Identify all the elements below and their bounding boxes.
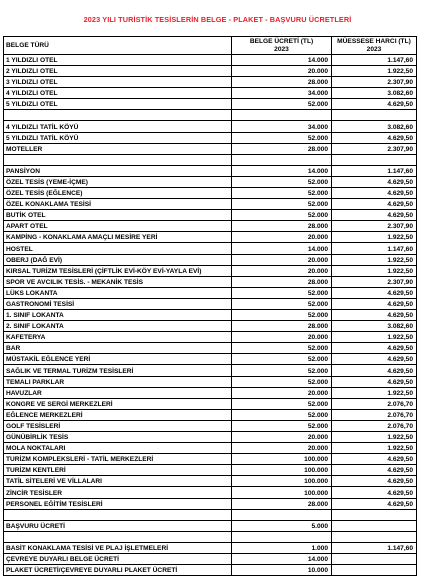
table-row [4,498,417,509]
group-facilities [4,165,417,509]
table-row [4,176,417,187]
certificate-fee-cell: 20.000 [232,265,332,276]
admin-fee-cell: 2.076,70 [332,398,417,409]
fee-type-cell: KIRSAL TURİZM TESİSLERİ (ÇİFTLİK EVİ-KÖY EVİ-YAYLA EVİ) [4,265,232,276]
gap-2 [4,154,417,165]
table-row [4,476,417,487]
table-row [4,221,417,232]
fee-type-cell: 5 YILDIZLI TATİL KÖYÜ [4,132,232,143]
fee-type-cell: 4 YILDIZLI OTEL [4,88,232,99]
admin-fee-cell: 1.147,60 [332,542,417,553]
fee-type-cell: APART OTEL [4,221,232,232]
fee-type-cell: ÖZEL KONAKLAMA TESİSİ [4,199,232,210]
fee-type-cell: 3 YILDIZLI OTEL [4,77,232,88]
certificate-fee-cell: 52.000 [232,398,332,409]
table-row [4,420,417,431]
admin-fee-cell: 4.629,50 [332,210,417,221]
fee-type-cell: TATİL SİTELERİ VE VİLLALARI [4,476,232,487]
admin-fee-cell: 4.629,50 [332,476,417,487]
header-fee-year: 2023 [274,45,289,53]
certificate-fee-cell: 1.000 [232,542,332,553]
table-row [4,121,417,132]
fee-type-cell: 4 YILDIZLI TATİL KÖYÜ [4,121,232,132]
table-row [4,553,417,564]
fee-type-cell: OBERJ (DAĞ EVİ) [4,254,232,265]
fee-type-cell: BASİT KONAKLAMA TESİSİ VE PLAJ İŞLETMELERİ [4,542,232,553]
admin-fee-cell: 1.922,50 [332,232,417,243]
admin-fee-cell: 4.629,50 [332,176,417,187]
certificate-fee-cell: 100.000 [232,465,332,476]
admin-fee-cell: 1.147,60 [332,165,417,176]
certificate-fee-cell: 100.000 [232,487,332,498]
fee-type-cell: HOSTEL [4,243,232,254]
certificate-fee-cell: 52.000 [232,354,332,365]
gap-3 [4,509,417,520]
fee-type-cell: TURİZM KENTLERİ [4,465,232,476]
admin-fee-cell: 1.922,50 [332,254,417,265]
table-row [4,254,417,265]
certificate-fee-cell: 52.000 [232,199,332,210]
fee-type-cell: 1 YILDIZLI OTEL [4,55,232,66]
certificate-fee-cell: 52.000 [232,298,332,309]
admin-fee-cell: 3.082,60 [332,121,417,132]
certificate-fee-cell: 52.000 [232,176,332,187]
fee-type-cell: EĞLENCE MERKEZLERİ [4,409,232,420]
table-row [4,542,417,553]
certificate-fee-cell: 52.000 [232,287,332,298]
certificate-fee-cell: 14.000 [232,55,332,66]
fee-type-cell: KAFETERYA [4,332,232,343]
certificate-fee-cell: 28.000 [232,498,332,509]
certificate-fee-cell: 28.000 [232,321,332,332]
certificate-fee-cell: 14.000 [232,243,332,254]
header-admin-label: MÜESSESE HARCI (TL) [337,37,411,45]
admin-fee-cell: 4.629,50 [332,99,417,110]
fee-type-cell: 5 YILDIZLI OTEL [4,99,232,110]
fee-type-cell: ÖZEL TESİS (EĞLENCE) [4,187,232,198]
header-fee [232,37,332,55]
group-holiday-villages [4,121,417,154]
fee-type-cell: SPOR VE AVCILIK TESİS. - MEKANİK TESİS [4,276,232,287]
table-row [4,432,417,443]
table-row [4,187,417,198]
table-row [4,454,417,465]
fee-type-cell: ÖZEL TESİS (YEME-İÇME) [4,176,232,187]
fee-type-cell: ÇEVREYE DUYARLI BELGE ÜCRETİ [4,553,232,564]
admin-fee-cell: 1.922,50 [332,332,417,343]
admin-fee-cell: 1.922,50 [332,265,417,276]
group-other-fees [4,542,417,575]
admin-fee-cell: 4.629,50 [332,187,417,198]
certificate-fee-cell: 14.000 [232,553,332,564]
certificate-fee-cell: 52.000 [232,343,332,354]
fee-type-cell: TURİZM KOMPLEKSLERİ - TATİL MERKEZLERİ [4,454,232,465]
admin-fee-cell: 1.147,60 [332,243,417,254]
certificate-fee-cell: 52.000 [232,187,332,198]
fee-type-cell: TEMALI PARKLAR [4,376,232,387]
table-row [4,232,417,243]
header-fee-label: BELGE ÜCRETİ (TL) [249,37,314,45]
fee-type-cell: 2 YILDIZLI OTEL [4,66,232,77]
admin-fee-cell: 2.076,70 [332,409,417,420]
table-row [4,343,417,354]
certificate-fee-cell: 20.000 [232,332,332,343]
table-row [4,276,417,287]
admin-fee-cell: 1.922,50 [332,387,417,398]
fee-type-cell: PLAKET ÜCRETİ/ÇEVREYE DUYARLI PLAKET ÜCRETİ [4,564,232,575]
admin-fee-cell: 2.307,90 [332,221,417,232]
admin-fee-cell: 4.629,50 [332,487,417,498]
admin-fee-cell: 4.629,50 [332,354,417,365]
table-row [4,143,417,154]
certificate-fee-cell: 52.000 [232,420,332,431]
admin-fee-cell [332,564,417,575]
certificate-fee-cell: 20.000 [232,232,332,243]
certificate-fee-cell: 28.000 [232,77,332,88]
certificate-fee-cell: 52.000 [232,409,332,420]
table-row [4,332,417,343]
table-row [4,66,417,77]
fee-type-cell: GOLF TESİSLERİ [4,420,232,431]
certificate-fee-cell: 34.000 [232,88,332,99]
certificate-fee-cell: 20.000 [232,66,332,77]
document-title: 2023 YILI TURİSTİK TESİSLERİN BELGE - PLAKET - BAŞVURU ÜCRETLERİ [83,15,352,24]
certificate-fee-cell: 28.000 [232,276,332,287]
table-row [4,309,417,320]
table-row [4,465,417,476]
certificate-fee-cell: 20.000 [232,387,332,398]
admin-fee-cell: 2.307,90 [332,276,417,287]
table-row [4,265,417,276]
certificate-fee-cell: 14.000 [232,165,332,176]
table-row [4,398,417,409]
table-row [4,321,417,332]
header-type: BELGE TÜRÜ [4,37,232,55]
certificate-fee-cell: 20.000 [232,254,332,265]
fee-type-cell: MOTELLER [4,143,232,154]
fee-type-cell: PANSİYON [4,165,232,176]
certificate-fee-cell: 100.000 [232,454,332,465]
certificate-fee-cell: 52.000 [232,210,332,221]
admin-fee-cell: 1.922,50 [332,66,417,77]
admin-fee-cell: 4.629,50 [332,287,417,298]
admin-fee-cell: 2.076,70 [332,420,417,431]
fee-type-cell: GÜNÜBİRLİK TESİS [4,432,232,443]
admin-fee-cell: 4.629,50 [332,465,417,476]
certificate-fee-cell: 28.000 [232,221,332,232]
fee-type-cell: GASTRONOMİ TESİSİ [4,298,232,309]
certificate-fee-cell: 34.000 [232,121,332,132]
admin-fee-cell: 2.307,90 [332,77,417,88]
table-row [4,132,417,143]
fee-type-cell: SAĞLIK VE TERMAL TURİZM TESİSLERİ [4,365,232,376]
fee-type-cell: KAMPİNG - KONAKLAMA AMAÇLI MESİRE YERİ [4,232,232,243]
table-row [4,564,417,575]
certificate-fee-cell: 52.000 [232,365,332,376]
table-row [4,487,417,498]
certificate-fee-cell: 52.000 [232,309,332,320]
table-row [4,520,417,531]
table-row [4,199,417,210]
table-row [4,55,417,66]
admin-fee-cell: 4.629,50 [332,454,417,465]
group-hotels [4,55,417,110]
table-row [4,287,417,298]
gap-4 [4,531,417,542]
fee-type-cell: HAVUZLAR [4,387,232,398]
table-row [4,210,417,221]
table-row [4,354,417,365]
admin-fee-cell: 4.629,50 [332,309,417,320]
table-row [4,88,417,99]
fee-type-cell: 2. SINIF LOKANTA [4,321,232,332]
certificate-fee-cell: 100.000 [232,476,332,487]
fee-type-cell: LÜKS LOKANTA [4,287,232,298]
certificate-fee-cell: 5.000 [232,520,332,531]
admin-fee-cell: 4.629,50 [332,343,417,354]
admin-fee-cell: 1.922,50 [332,432,417,443]
admin-fee-cell: 3.082,60 [332,321,417,332]
fee-type-cell: ZİNCİR TESİSLER [4,487,232,498]
table-row [4,365,417,376]
fee-table [3,36,417,576]
admin-fee-cell: 4.629,50 [332,199,417,210]
admin-fee-cell: 4.629,50 [332,498,417,509]
table-row [4,409,417,420]
fee-type-cell: BUTİK OTEL [4,210,232,221]
fee-type-cell: BAŞVURU ÜCRETİ [4,520,232,531]
header-admin-fee [332,37,417,55]
admin-fee-cell: 1.922,50 [332,443,417,454]
admin-fee-cell: 1.147,60 [332,55,417,66]
fee-type-cell: BAR [4,343,232,354]
fee-type-cell: MÜSTAKİL EĞLENCE YERİ [4,354,232,365]
admin-fee-cell [332,520,417,531]
table-row [4,243,417,254]
table-header-row [4,37,417,55]
certificate-fee-cell: 10.000 [232,564,332,575]
table-row [4,77,417,88]
table-row [4,165,417,176]
admin-fee-cell: 4.629,50 [332,365,417,376]
certificate-fee-cell: 52.000 [232,376,332,387]
group-application [4,520,417,531]
certificate-fee-cell: 28.000 [232,143,332,154]
admin-fee-cell: 4.629,50 [332,132,417,143]
table-row [4,443,417,454]
gap-1 [4,110,417,121]
table-row [4,376,417,387]
certificate-fee-cell: 20.000 [232,443,332,454]
admin-fee-cell: 4.629,50 [332,298,417,309]
admin-fee-cell: 4.629,50 [332,376,417,387]
header-admin-year: 2023 [366,45,382,53]
table-row [4,99,417,110]
fee-type-cell: 1. SINIF LOKANTA [4,309,232,320]
fee-type-cell: KONGRE VE SERGİ MERKEZLERİ [4,398,232,409]
admin-fee-cell [332,553,417,564]
certificate-fee-cell: 20.000 [232,432,332,443]
table-row [4,298,417,309]
certificate-fee-cell: 52.000 [232,99,332,110]
table-row [4,387,417,398]
fee-type-cell: PERSONEL EĞİTİM TESİSLERİ [4,498,232,509]
fee-type-cell: MOLA NOKTALARI [4,443,232,454]
certificate-fee-cell: 52.000 [232,132,332,143]
admin-fee-cell: 3.082,60 [332,88,417,99]
admin-fee-cell: 2.307,90 [332,143,417,154]
